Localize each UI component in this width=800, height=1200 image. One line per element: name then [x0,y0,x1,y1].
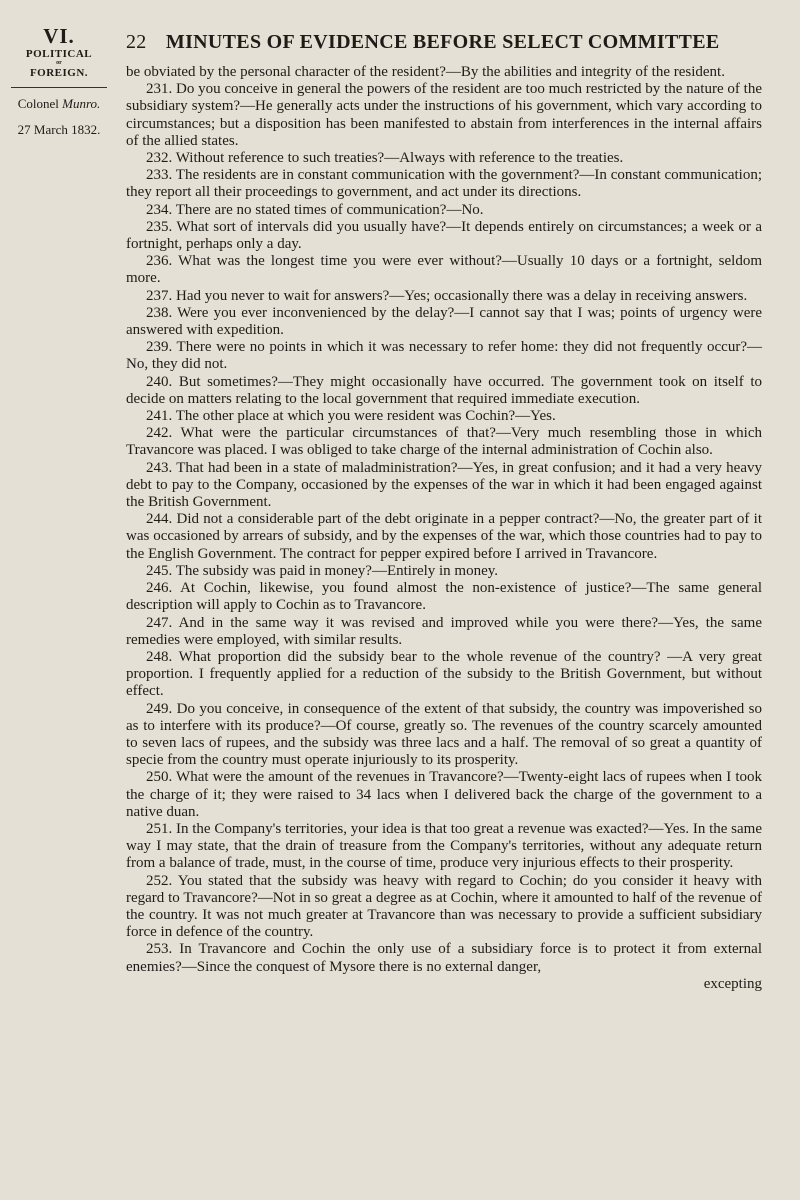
witness-name [0,96,118,112]
evidence-date: 27 March 1832. [17,122,101,137]
paragraph-245: 245. The subsidy was paid in money?—Entirely in money. [146,562,499,579]
paragraph-244: 244. Did not a considerable part of the debt originate in a pepper contract?—No, the greater part of it was occasioned by arrears of subsidy, and by the expenses of the war, which those countries had to pay to the English Government. The contract for pepper expired before I arrived in Travancore. [126,511,762,562]
volume-number: VI. [43,24,75,48]
paragraph-252: 252. You stated that the subsidy was heavy with regard to Cochin; do you consider it heavy with regard to Travancore?—Not in so great a degree as at Cochin, where it amounted to half of the revenue of the country. It was not much greater at Travancore than was necessary to provide a sufficient subsidiary force in defence of the country. [126,872,762,941]
paragraph-234: 234. There are no stated times of communication?—No. [146,201,484,218]
page-number: 22 [126,31,147,53]
body-text [126,64,762,993]
page-title: MINUTES OF EVIDENCE BEFORE SELECT COMMITTEE [165,31,720,53]
paragraph-247: 247. And in the same way it was revised and improved while you were there?—Yes, the same remedies were employed, with similar results. [126,614,762,648]
catchword: excepting [703,975,762,992]
paragraph-231: 231. Do you conceive in general the powers of the resident are too much restricted by the nature of the subsidiary system?—He generally acts under the instructions of his government, which vary according to circumstances; but a disposition has been manifested to abstain from interferences in the internal affairs of the allied states. [126,81,762,149]
paragraph-239: 239. There were no points in which it was necessary to refer home: they did not frequently occur?—No, they did not. [126,339,762,373]
paragraph-246: 246. At Cochin, likewise, you found almost the non-existence of justice?—The same general description will apply to Cochin as to Travancore. [126,580,762,614]
margin-divider [11,87,107,88]
running-header [126,31,746,54]
section-label: POLITICAL [25,48,93,60]
witness-surname: Munro. [62,96,101,111]
paragraph-235: 235. What sort of intervals did you usually have?—It depends entirely on circumstances; a week or a fortnight, perhaps only a day. [126,218,762,253]
paragraph-240: 240. But sometimes?—They might occasionally have occurred. The government took on itself to decide on matters relating to the local government that required immediate execution. [126,373,762,407]
paragraph-241: 241. The other place at which you were resident was Cochin?—Yes. [146,408,556,425]
paragraph-237: 237. Had you never to wait for answers?—Yes; occasionally there was a delay in receiving answers. [146,287,748,304]
paragraph-253: 253. In Travancore and Cochin the only use of a subsidiary force is to protect it from external enemies?—Since the conquest of Mysore there is no external danger, [126,941,762,975]
witness-prefix: Colonel [17,96,59,111]
paragraph-238: 238. Were you ever inconvenienced by the delay?—I cannot say that I was; points of urgency were answered with expedition. [126,304,762,339]
section-conjunction: or [56,60,62,66]
paragraph-243: 243. That had been in a state of maladministration?—Yes, in great confusion; and it had a very heavy debt to pay to the Company, occasioned by the expenses of the war in which it had been engaged against the British Government. [126,459,762,511]
paragraph-250: 250. What were the amount of the revenues in Travancore?—Twenty-eight lacs of rupees when I took the charge of it; they were raised to 34 lacs when I delivered back the charge of the government to a native duan. [126,769,762,820]
paragraph-continuation: be obviated by the personal character of the resident?—By the abilities and integrity of the resident. [126,64,725,80]
paragraph-233: 233. The residents are in constant communication with the government?—In constant communication; they report all their proceedings to government, and act under its directions. [126,167,762,201]
paragraph-236: 236. What was the longest time you were ever without?—Usually 10 days or a fortnight, seldom more. [126,253,762,287]
paragraph-251: 251. In the Company's territories, your idea is that too great a revenue was exacted?—Yes. In the same way I may state, that the drain of treasure from the Company's territories, without any adequate return from a balance of trade, must, in the course of time, produce very injurious effects to their prosperity. [126,820,762,872]
paragraph-232: 232. Without reference to such treaties?—Always with reference to the treaties. [146,150,624,167]
margin-notes [0,26,118,138]
paragraph-242: 242. What were the particular circumstances of that?—Very much resembling those in which Travancore was placed. I was obliged to take charge of the internal administration of Cochin also. [126,425,762,459]
paragraph-248: 248. What proportion did the subsidy bear to the whole revenue of the country? —A very great proportion. I frequently applied for a reduction of the subsidy to the British Government, but without effect. [126,648,762,700]
paragraph-249: 249. Do you conceive, in consequence of the extent of that subsidy, the country was impoverished so as to interfere with its produce?—Of course, greatly so. The revenues of the country scarcely amounted to seven lacs of rupees, and the subsidy was three lacs and a half. The removal of so great a quantity of specie from the country must operate injuriously to its prosperity. [126,700,762,769]
section-label-2: FOREIGN. [29,67,89,79]
